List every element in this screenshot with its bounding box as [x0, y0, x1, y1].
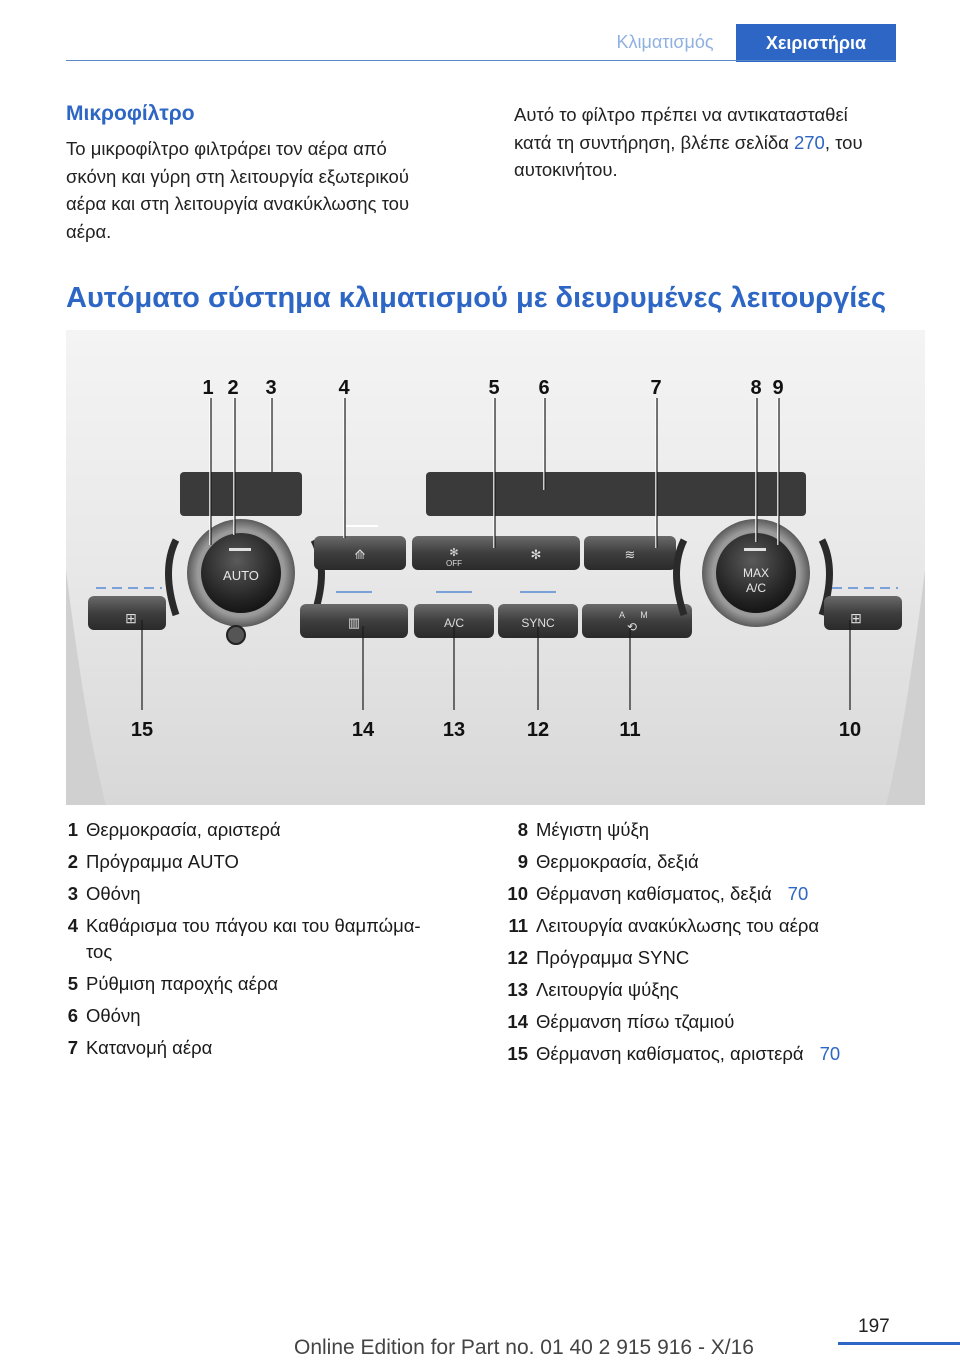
section-heading: Αυτόματο σύστημα κλιματισμού με διευρυμένες λειτουργίες	[66, 282, 887, 314]
legend-number: 3	[67, 883, 78, 904]
legend-number: 4	[67, 915, 78, 936]
text-line: Το μικροφίλτρο φιλτράρει τον αέρα από	[66, 138, 387, 159]
legend-text: Ρύθμιση παροχής αέρα	[86, 973, 279, 994]
legend-text: Μέγιστη ψύξη	[536, 819, 650, 840]
air-flow-button[interactable]	[412, 536, 580, 570]
text-line: Αυτό το φίλτρο πρέπει να αντικατασταθεί	[514, 104, 848, 125]
legend-number: 2	[67, 851, 78, 872]
callout-number: 6	[538, 377, 550, 399]
callout-number: 7	[650, 377, 662, 399]
callout-number: 9	[772, 377, 784, 399]
display-left	[180, 472, 302, 516]
callout-number: 14	[351, 719, 375, 741]
header-divider	[66, 60, 896, 61]
legend-text: Πρόγραμμα AUTO	[86, 851, 239, 872]
callout-number: 8	[750, 377, 762, 399]
seat-heat-icon: ⊞	[125, 610, 137, 626]
ac-button-label: A/C	[443, 616, 465, 630]
legend-item	[52, 846, 472, 878]
text-line: αυτοκινήτου.	[514, 159, 618, 180]
legend-number: 10	[507, 883, 528, 904]
text-fragment: κατά τη συντήρηση, βλέπε σελίδα	[514, 131, 794, 153]
callout-number: 11	[619, 719, 641, 741]
legend-text: Οθόνη	[86, 1005, 141, 1026]
auto-button-label[interactable]: AUTO	[223, 568, 259, 583]
seat-heat-icon: ⊞	[850, 610, 862, 626]
legend-item	[502, 1038, 922, 1070]
fan-icon: ✻	[530, 547, 542, 562]
legend-item	[502, 846, 922, 878]
text-line: αέρα.	[66, 220, 112, 242]
callout-number: 13	[442, 719, 466, 741]
legend-number: 6	[67, 1005, 78, 1026]
legend-number: 5	[67, 973, 78, 994]
legend-item	[52, 878, 472, 910]
legend-number: 15	[507, 1043, 528, 1064]
fan-icon: ✻	[449, 547, 459, 559]
legend-item	[502, 974, 922, 1006]
text-fragment: , του	[824, 131, 863, 153]
seat-heat-right-button[interactable]	[824, 596, 902, 630]
sync-button-label: SYNC	[521, 616, 555, 630]
legend-item	[502, 942, 922, 974]
rear-window-heat-icon: ▥	[347, 615, 361, 630]
edition-footer: Online Edition for Part no. 01 40 2 915 916 - X/16	[294, 1336, 754, 1359]
legend-text: Θέρμανση καθίσματος, δεξιά	[536, 883, 772, 904]
page-link[interactable]: 70	[819, 1043, 841, 1064]
fan-off-label: OFF	[446, 559, 462, 568]
callout-number: 5	[488, 377, 500, 399]
legend-number: 1	[67, 819, 78, 840]
legend-text: Κατανομή αέρα	[86, 1037, 213, 1058]
callout-number: 2	[227, 377, 239, 399]
page-number: 197	[858, 1316, 890, 1337]
legend-number: 11	[508, 915, 528, 936]
legend-number: 9	[517, 851, 528, 872]
legend-number: 7	[67, 1037, 78, 1058]
legend-text: Οθόνη	[86, 883, 141, 904]
defrost-front-icon: ⟰	[354, 547, 366, 562]
header-chapter-tab[interactable]: Χειριστήρια	[736, 24, 896, 62]
legend-text: Θερμοκρασία, δεξιά	[536, 851, 699, 872]
legend-text: Πρόγραμμα SYNC	[536, 947, 690, 968]
text-line: σκόνη και γύρη στη λειτουργία εξωτερικού	[66, 165, 409, 187]
microfilter-text-left	[66, 135, 466, 245]
legend-number: 13	[507, 979, 528, 1000]
legend-number: 12	[507, 947, 528, 968]
legend-right	[502, 814, 922, 1070]
air-distribution-icon: ≋	[624, 547, 636, 562]
legend-item	[52, 814, 472, 846]
microfilter-text-right	[514, 101, 914, 184]
legend-item	[52, 1032, 472, 1064]
page-link[interactable]: 270	[793, 131, 825, 153]
display-center	[426, 472, 806, 516]
text-line	[514, 129, 914, 157]
legend-item	[52, 910, 472, 968]
max-ac-label-1[interactable]: MAX	[742, 566, 770, 580]
microfilter-heading: Μικροφίλτρο	[66, 102, 195, 125]
legend-text: Θέρμανση καθίσματος, αριστερά	[536, 1043, 804, 1064]
text-line: αέρα και στη λειτουργία ανακύκλωσης του	[66, 193, 410, 214]
climate-control-panel-figure	[66, 330, 925, 805]
legend-text: Θέρμανση πίσω τζαμιού	[536, 1011, 735, 1032]
knob-marker	[744, 548, 766, 551]
footer-accent-bar	[838, 1342, 960, 1345]
legend-text: Καθάρισμα του πάγου και του θαμπώμα-	[86, 915, 421, 936]
legend-number: 14	[507, 1011, 528, 1032]
legend-item	[502, 1006, 922, 1038]
header-section-tab[interactable]: Κλιματισμός	[616, 32, 714, 52]
legend-text-continued: τος	[86, 941, 113, 962]
callout-number: 10	[838, 719, 862, 741]
legend-item	[52, 1000, 472, 1032]
legend-item	[502, 878, 922, 910]
max-ac-label-2[interactable]: A/C	[745, 581, 767, 595]
legend-text: Θερμοκρασία, αριστερά	[86, 819, 281, 840]
recirculation-manual-label: M	[640, 610, 648, 620]
callout-number: 4	[338, 377, 350, 399]
knob-marker	[229, 548, 251, 551]
legend-item	[502, 910, 922, 942]
legend-number: 8	[517, 819, 528, 840]
callout-number: 3	[265, 377, 277, 399]
temp-sensor	[227, 626, 245, 644]
callout-number: 15	[130, 719, 154, 741]
legend-item	[52, 968, 472, 1000]
legend-item	[502, 814, 922, 846]
recirculation-auto-label: A	[618, 610, 626, 620]
legend-text: Λειτουργία ψύξης	[536, 979, 679, 1000]
callout-number: 1	[202, 377, 214, 399]
page-link[interactable]: 70	[787, 883, 809, 904]
callout-number: 12	[526, 719, 550, 741]
legend-left	[52, 814, 472, 1064]
legend-text: Λειτουργία ανακύκλωσης του αέρα	[536, 915, 820, 936]
recirculation-icon: ⟲	[626, 620, 638, 634]
